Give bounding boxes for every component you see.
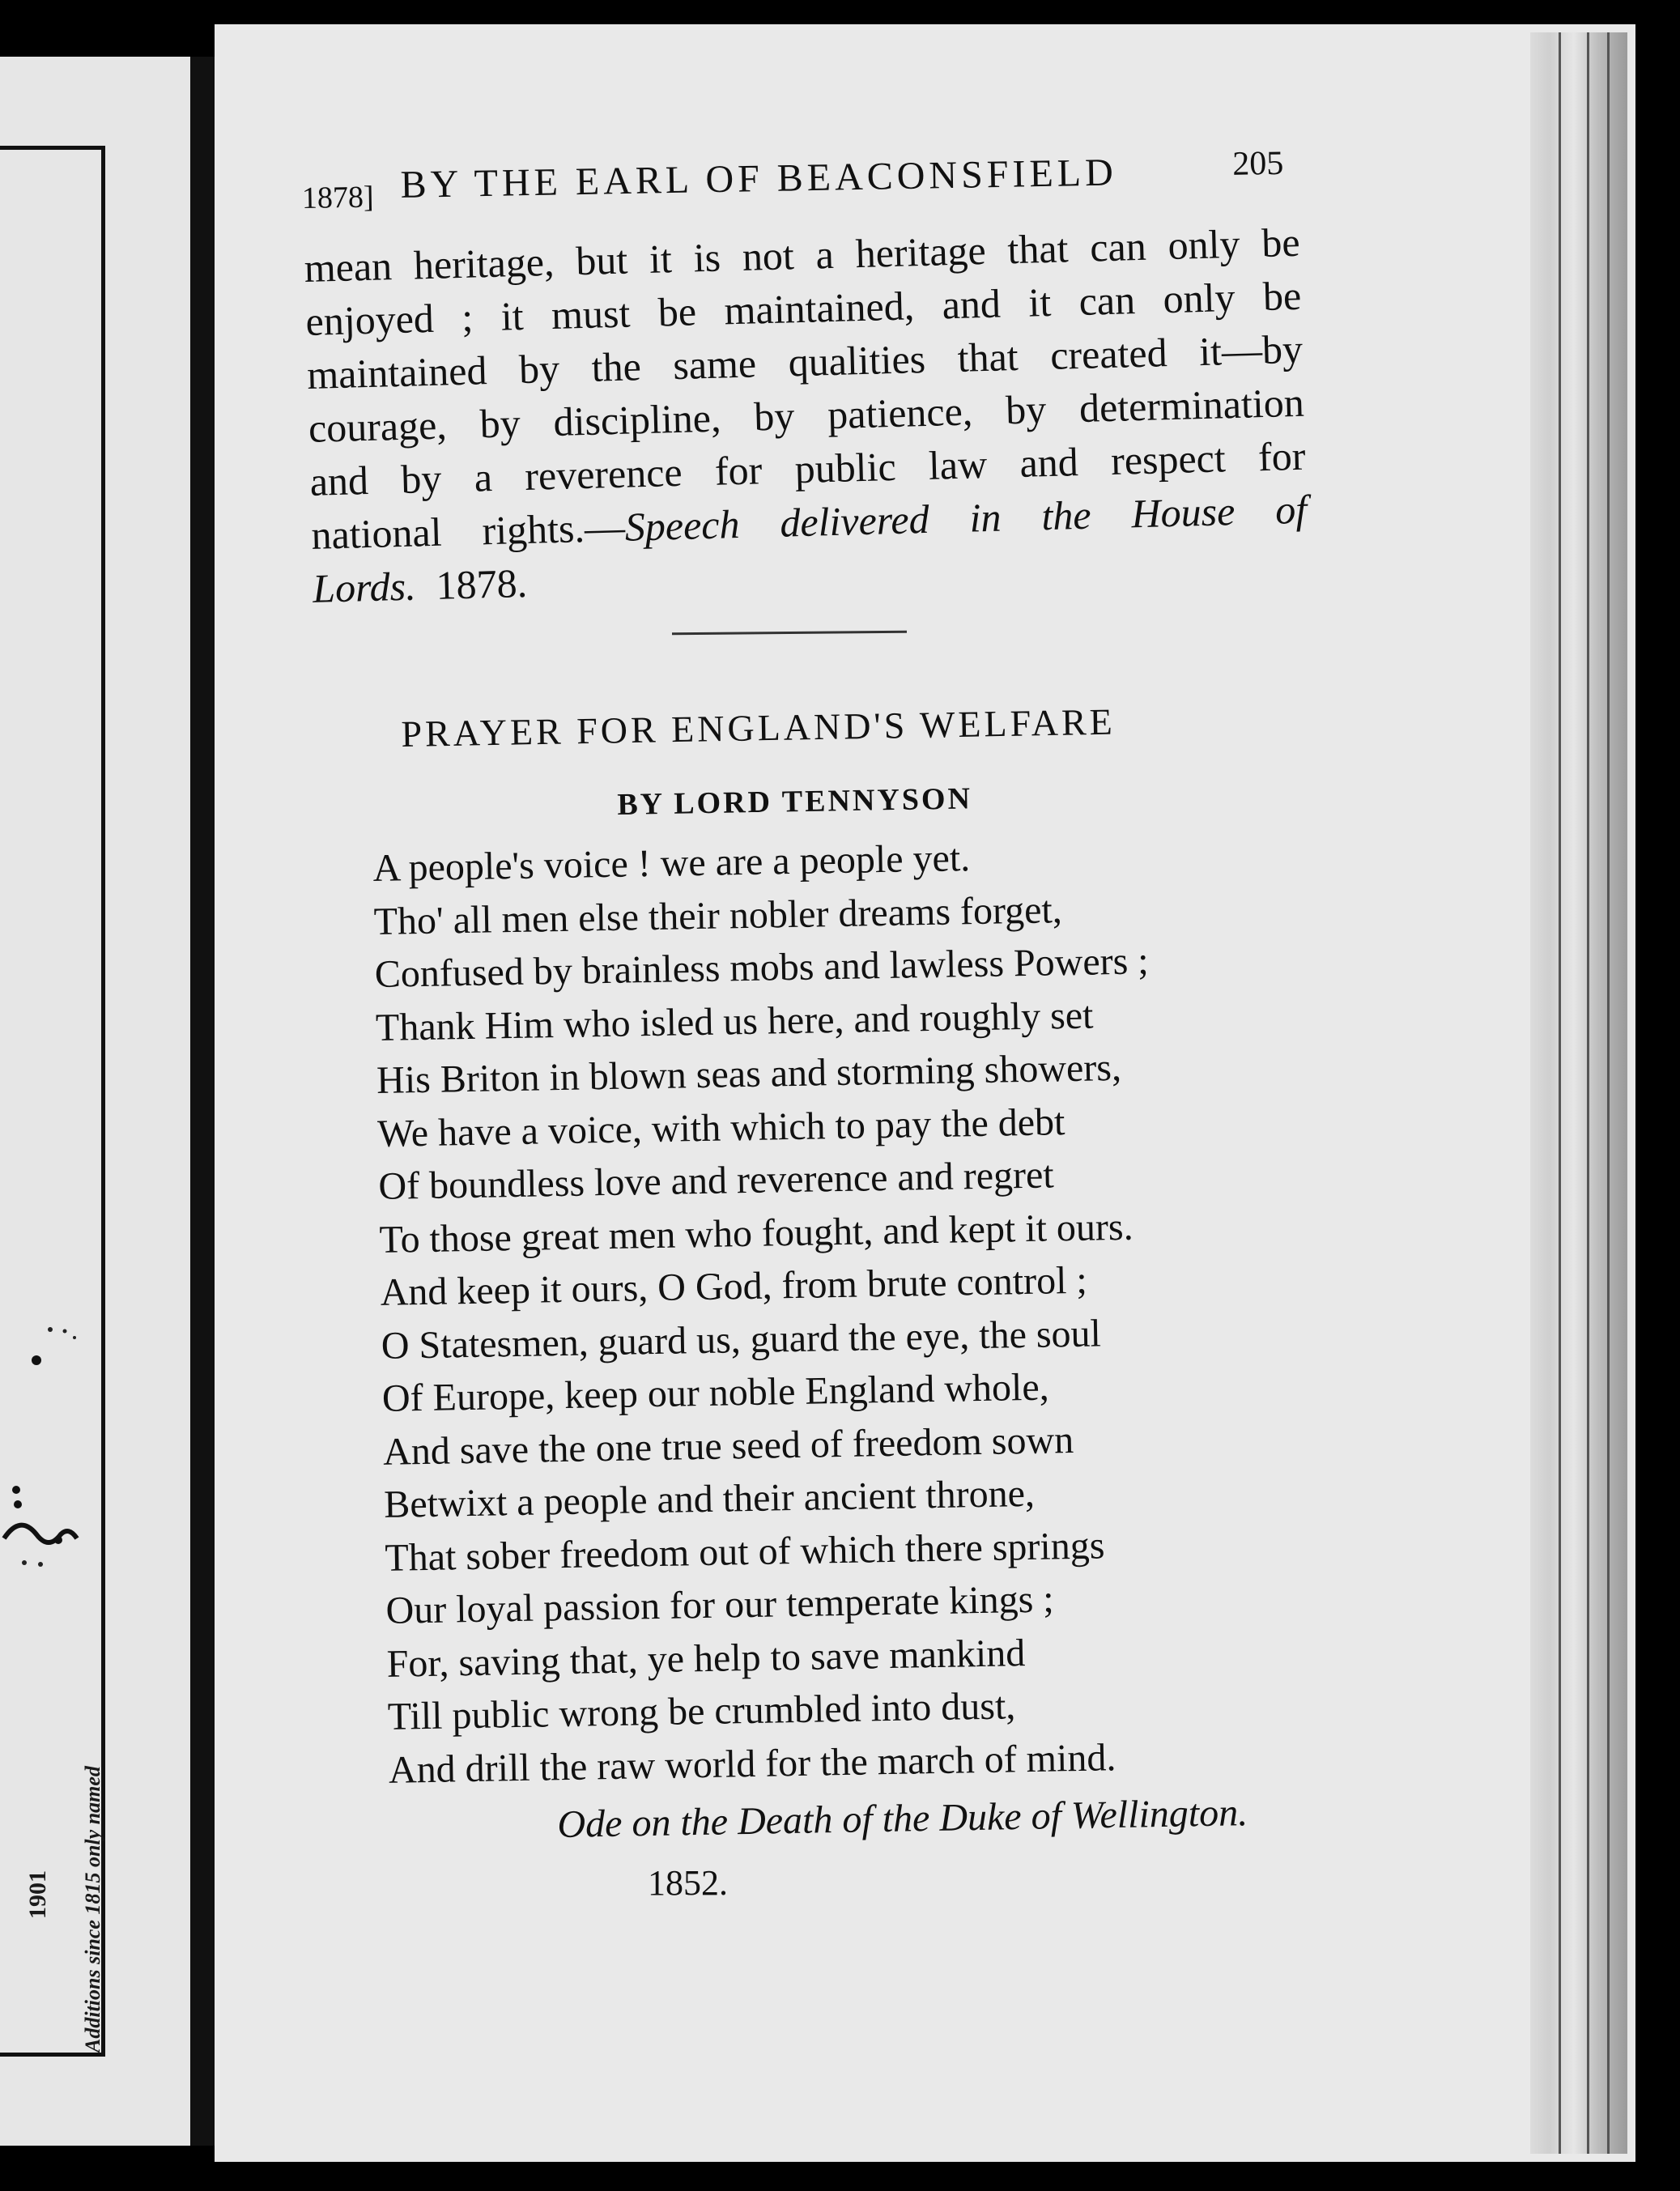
speech-excerpt <box>304 215 1309 615</box>
poem-author: BY LORD TENNYSON <box>617 781 973 822</box>
left-page-vertical-caption: Additions since 1815 only named <box>81 1766 104 2053</box>
page-number: 205 <box>1231 144 1284 183</box>
poem-line: And keep it ours, O God, from brute control ; <box>380 1258 1088 1314</box>
poem-line: For, saving that, ye help to save mankind <box>386 1631 1026 1686</box>
prose-text: national rights.— <box>310 504 626 558</box>
poem-line: Thank Him who isled us here, and roughly set <box>375 993 1094 1049</box>
poem-line: Tho' all men else their nobler dreams forget, <box>373 887 1063 943</box>
page-edge-line <box>1607 32 1610 2154</box>
poem-line: Of Europe, keep our noble England whole, <box>381 1365 1050 1420</box>
page-edge-line <box>1587 32 1589 2154</box>
poem-source: Ode on the Death of the Duke of Wellington. <box>557 1791 1248 1846</box>
left-page-ornament <box>0 1320 89 1595</box>
poem-line: Till public wrong be crumbled into dust, <box>387 1684 1016 1738</box>
running-head-title: BY THE EARL OF BEACONSFIELD <box>400 151 1118 206</box>
speech-citation-end: Lords. <box>312 563 417 611</box>
poem-line: And drill the raw world for the march of mind. <box>388 1735 1116 1792</box>
poem-line: A people's voice ! we are a people yet. <box>372 836 971 890</box>
left-facing-page <box>0 57 190 2146</box>
poem-line: His Briton in blown seas and storming showers, <box>376 1045 1122 1102</box>
poem-line: We have a voice, with which to pay the debt <box>376 1100 1065 1155</box>
poem-line: To those great men who fought, and kept it ours. <box>379 1205 1134 1261</box>
poem-source-year: 1852. <box>648 1863 728 1903</box>
speech-citation: Speech delivered in the House of <box>624 486 1308 550</box>
poem-line: Confused by brainless mobs and lawless Powers ; <box>374 939 1150 996</box>
prose-line: enjoyed ; it must be maintained, and it can only be <box>304 272 1302 344</box>
running-head-year: 1878] <box>301 180 374 215</box>
book-gutter <box>190 57 215 2146</box>
poem-line: Of boundless love and reverence and regret <box>377 1153 1055 1208</box>
poem-line: And save the one true seed of freedom sown <box>382 1418 1074 1474</box>
speech-year: 1878. <box>435 559 528 608</box>
poem-line: That sober freedom out of which there springs <box>384 1523 1105 1580</box>
poem-line: Our loyal passion for our temperate kings ; <box>385 1577 1055 1632</box>
prose-line: maintained by the same qualities that created it—by <box>306 325 1304 398</box>
poem-line: O Statesmen, guard us, guard the eye, the soul <box>381 1311 1102 1368</box>
prose-line: and by a reverence for public law and respect for <box>309 432 1307 504</box>
left-page-year: 1901 <box>24 1870 51 1919</box>
prose-line: mean heritage, but it is not a heritage that can only be <box>304 219 1301 291</box>
page-edge-shading <box>1530 32 1627 2154</box>
poem-title: PRAYER FOR ENGLAND'S WELFARE <box>401 700 1116 755</box>
prose-line: courage, by discipline, by patience, by determination <box>308 379 1305 451</box>
poem-line: Betwixt a people and their ancient throne, <box>383 1471 1036 1526</box>
poem-body <box>372 825 1360 1797</box>
page-edge-line <box>1559 32 1561 2154</box>
